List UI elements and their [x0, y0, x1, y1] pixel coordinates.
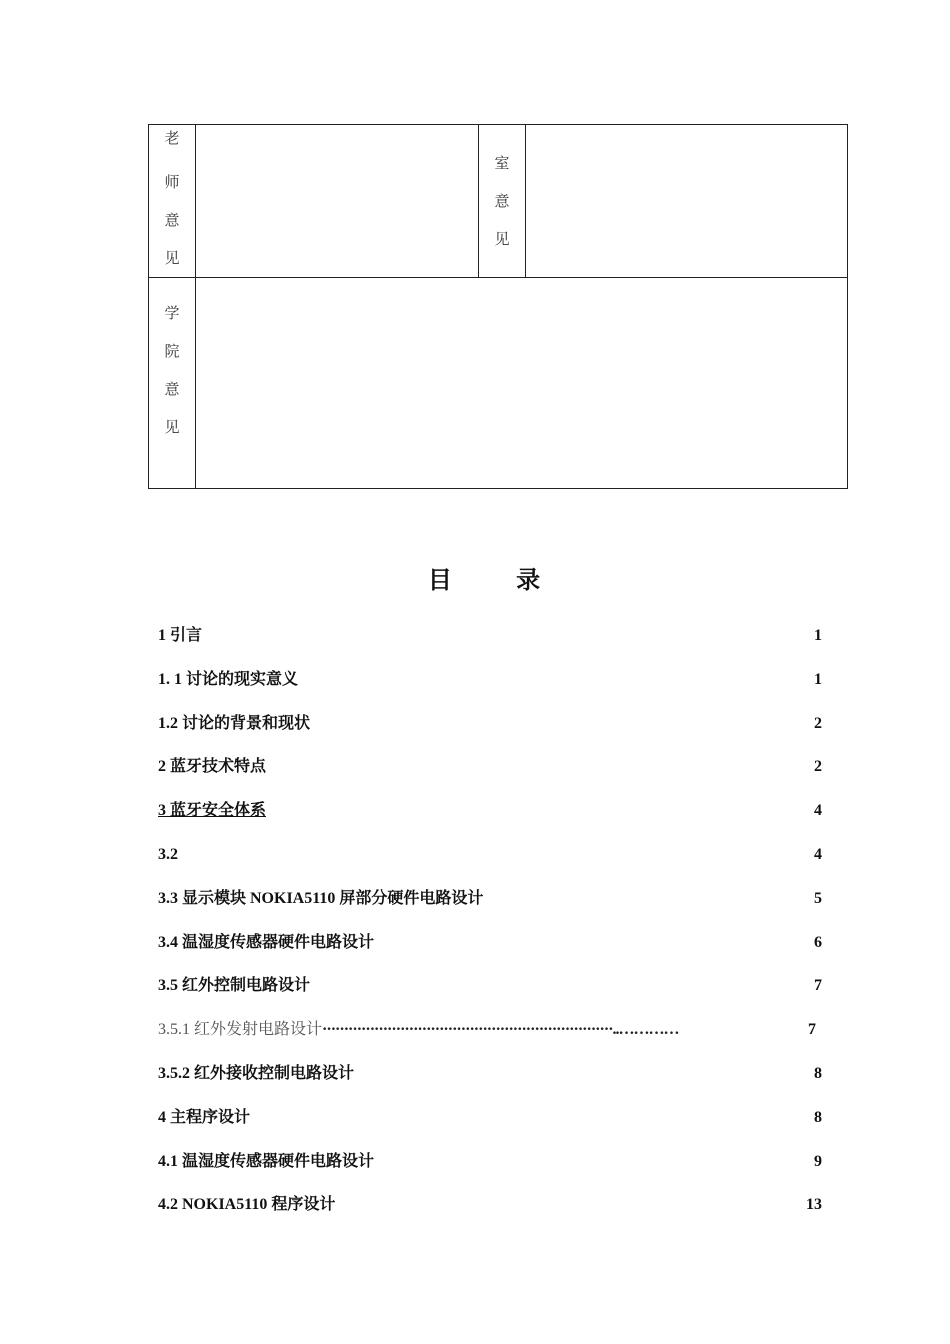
toc-entry-label[interactable]: 3.5 红外控制电路设计: [158, 977, 311, 995]
toc-entry-page: 13: [806, 1196, 822, 1214]
office-opinion-label: 室 意 见: [479, 125, 526, 278]
toc-entry-label[interactable]: 1.2 讨论的背景和现状: [158, 714, 311, 732]
toc-entry[interactable]: [158, 1052, 822, 1096]
toc-entry-label[interactable]: 3 蓝牙安全体系: [158, 802, 267, 820]
toc-entry-label[interactable]: 2 蓝牙技术特点: [158, 758, 267, 776]
toc-entry-label[interactable]: 3.5.2 红外接收控制电路设计: [158, 1064, 355, 1082]
toc-entry-page: 2: [814, 714, 822, 732]
toc-entry-page: 1: [814, 627, 822, 644]
toc-entry[interactable]: [158, 745, 822, 789]
toc-entry-label-text: 3.5.1 红外发射电路设计: [158, 1021, 323, 1039]
toc-entry[interactable]: [158, 1008, 822, 1052]
toc-entry-label[interactable]: 4 主程序设计: [158, 1108, 251, 1126]
toc-entry-page: 8: [814, 1064, 822, 1082]
toc-entry-page: 5: [814, 889, 822, 907]
toc-entry-label[interactable]: 3.2: [158, 845, 178, 863]
toc-entry-page: 7: [808, 1021, 816, 1039]
toc-entry[interactable]: [158, 614, 822, 658]
toc-entry[interactable]: [158, 833, 822, 877]
toc-entry-label[interactable]: 1 引言: [158, 627, 203, 644]
toc-entry-page: 8: [814, 1108, 822, 1126]
toc-entry-page: 6: [814, 933, 822, 951]
teacher-opinion-label: 老 师 意 见: [149, 125, 196, 278]
toc-entry[interactable]: [158, 964, 822, 1008]
toc-entry[interactable]: [158, 921, 822, 965]
toc-entry[interactable]: [158, 789, 822, 833]
toc-entry-label[interactable]: 4.2 NOKIA5110 程序设计: [158, 1196, 336, 1214]
office-opinion-field[interactable]: [526, 125, 848, 278]
approval-row-college: [149, 278, 848, 489]
toc-entry-page: 2: [814, 758, 822, 776]
toc-entry-label[interactable]: 4.1 温湿度传感器硬件电路设计: [158, 1152, 375, 1170]
college-opinion-field[interactable]: [196, 278, 848, 489]
toc-entry[interactable]: [158, 1140, 822, 1184]
toc-entry[interactable]: [158, 658, 822, 702]
toc-entry[interactable]: [158, 702, 822, 746]
toc-leader-dots: ···································································..…………: [322, 1021, 679, 1039]
table-of-contents: [158, 614, 822, 1227]
toc-entry-page: 7: [814, 977, 822, 995]
toc-entry-page: 4: [814, 845, 822, 863]
toc-entry-label[interactable]: [158, 1008, 679, 1052]
toc-entry[interactable]: [158, 877, 822, 921]
toc-entry[interactable]: [158, 1183, 822, 1227]
toc-title: 目 录: [427, 566, 569, 594]
toc-entry-page: 4: [814, 802, 822, 820]
toc-entry-label[interactable]: 3.4 温湿度传感器硬件电路设计: [158, 933, 375, 951]
approval-row-teacher-office: [149, 125, 848, 278]
toc-entry-page: 1: [814, 670, 822, 688]
college-opinion-label: 学 院 意 见: [149, 278, 196, 489]
teacher-opinion-field[interactable]: [196, 125, 479, 278]
toc-entry[interactable]: [158, 1096, 822, 1140]
toc-entry-label[interactable]: 1. 1 讨论的现实意义: [158, 670, 299, 688]
approval-table: [148, 124, 848, 489]
toc-entry-label[interactable]: 3.3 显示模块 NOKIA5110 屏部分硬件电路设计: [158, 889, 484, 907]
toc-entry-page: 9: [814, 1152, 822, 1170]
